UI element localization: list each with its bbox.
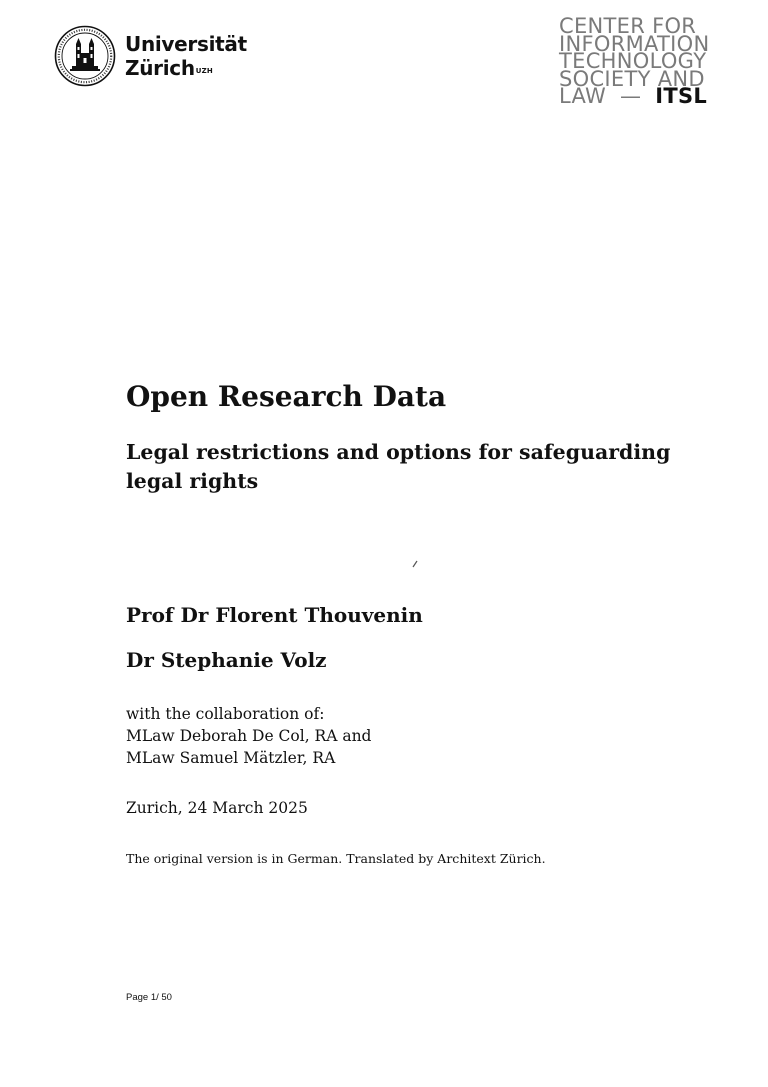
author-name: Dr Stephanie Volz: [126, 648, 327, 672]
collaborator-name: MLaw Samuel Mätzler, RA: [126, 749, 336, 767]
author-name: Prof Dr Florent Thouvenin: [126, 603, 423, 627]
translation-note: The original version is in German. Translated by Architext Zürich.: [126, 851, 546, 866]
itsl-acronym: ITSL: [655, 84, 708, 108]
itsl-line: SOCIETY AND: [559, 66, 705, 91]
collaboration-block: [126, 703, 371, 769]
itsl-line: TECHNOLOGY: [559, 49, 707, 73]
document-title: Open Research Data: [126, 380, 447, 413]
stray-mark-icon: [412, 560, 418, 568]
collaboration-intro: with the collaboration of:: [126, 705, 325, 723]
itsl-line-prefix: LAW —: [559, 84, 656, 108]
itsl-line: CENTER FOR: [559, 14, 697, 38]
itsl-logo: [559, 14, 719, 108]
document-date: Zurich, 24 March 2025: [126, 799, 308, 817]
page-number: Page 1/ 50: [126, 992, 172, 1003]
uzh-seal-icon: [54, 25, 116, 87]
collaborator-name: MLaw Deborah De Col, RA and: [126, 727, 372, 745]
document-subtitle: Legal restrictions and options for safeguarding legal rights: [126, 440, 671, 493]
uzh-name-line2: Zürich: [125, 56, 195, 80]
uzh-superscript: UZH: [195, 67, 213, 75]
itsl-line: INFORMATION: [559, 31, 710, 56]
uzh-logo: [54, 24, 247, 88]
uzh-name-line1: Universität: [125, 32, 247, 56]
